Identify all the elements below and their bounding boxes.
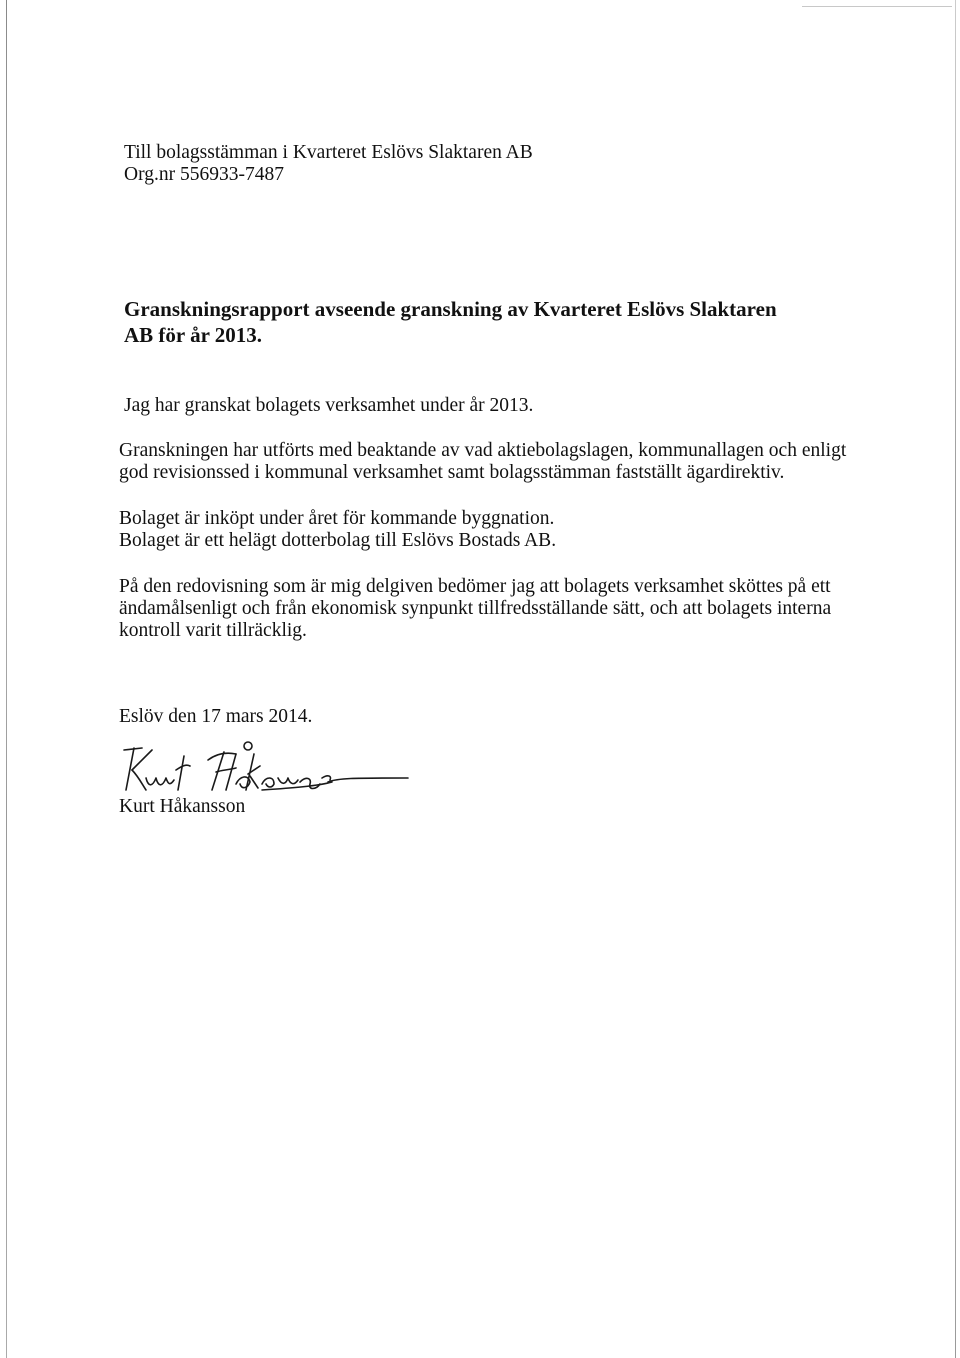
report-title — [124, 296, 777, 348]
scan-edge-left — [6, 0, 7, 1358]
handwritten-signature — [112, 738, 412, 798]
paragraph-conclusion-line-3: kontroll varit tillräcklig. — [119, 620, 307, 641]
paragraph-company-info-line-1: Bolaget är inköpt under året för kommande byggnation. — [119, 508, 555, 529]
signer-name: Kurt Håkansson — [119, 796, 246, 817]
scan-edge-right — [955, 0, 956, 1358]
paragraph-method-line-1: Granskningen har utförts med beaktande av vad aktiebolagslagen, kommunallagen och enligt — [119, 440, 847, 461]
paragraph-company-info-line-2: Bolaget är ett helägt dotterbolag till Eslövs Bostads AB. — [119, 530, 557, 551]
paragraph-method-line-2: god revisionssed i kommunal verksamhet samt bolagsstämman fastställt ägardirektiv. — [119, 462, 785, 483]
scan-edge-top — [802, 6, 952, 7]
paragraph-conclusion-line-1: På den redovisning som är mig delgiven bedömer jag att bolagets verksamhet sköttes på ett — [119, 576, 831, 597]
report-title-line-2: AB för år 2013. — [124, 323, 263, 347]
paragraph-company-info — [119, 508, 556, 552]
paragraph-method — [119, 440, 846, 484]
place-and-date: Eslöv den 17 mars 2014. — [119, 706, 313, 727]
paragraph-scope: Jag har granskat bolagets verksamhet under år 2013. — [124, 395, 534, 416]
paragraph-conclusion-line-2: ändamålsenligt och från ekonomisk synpunkt tillfredsställande sätt, och att bolagets interna — [119, 598, 832, 619]
paragraph-conclusion — [119, 576, 831, 642]
org-number: Org.nr 556933-7487 — [124, 164, 284, 185]
addressee: Till bolagsstämman i Kvarteret Eslövs Slaktaren AB — [124, 142, 533, 163]
report-title-line-1: Granskningsrapport avseende granskning av Kvarteret Eslövs Slaktaren — [124, 297, 777, 321]
